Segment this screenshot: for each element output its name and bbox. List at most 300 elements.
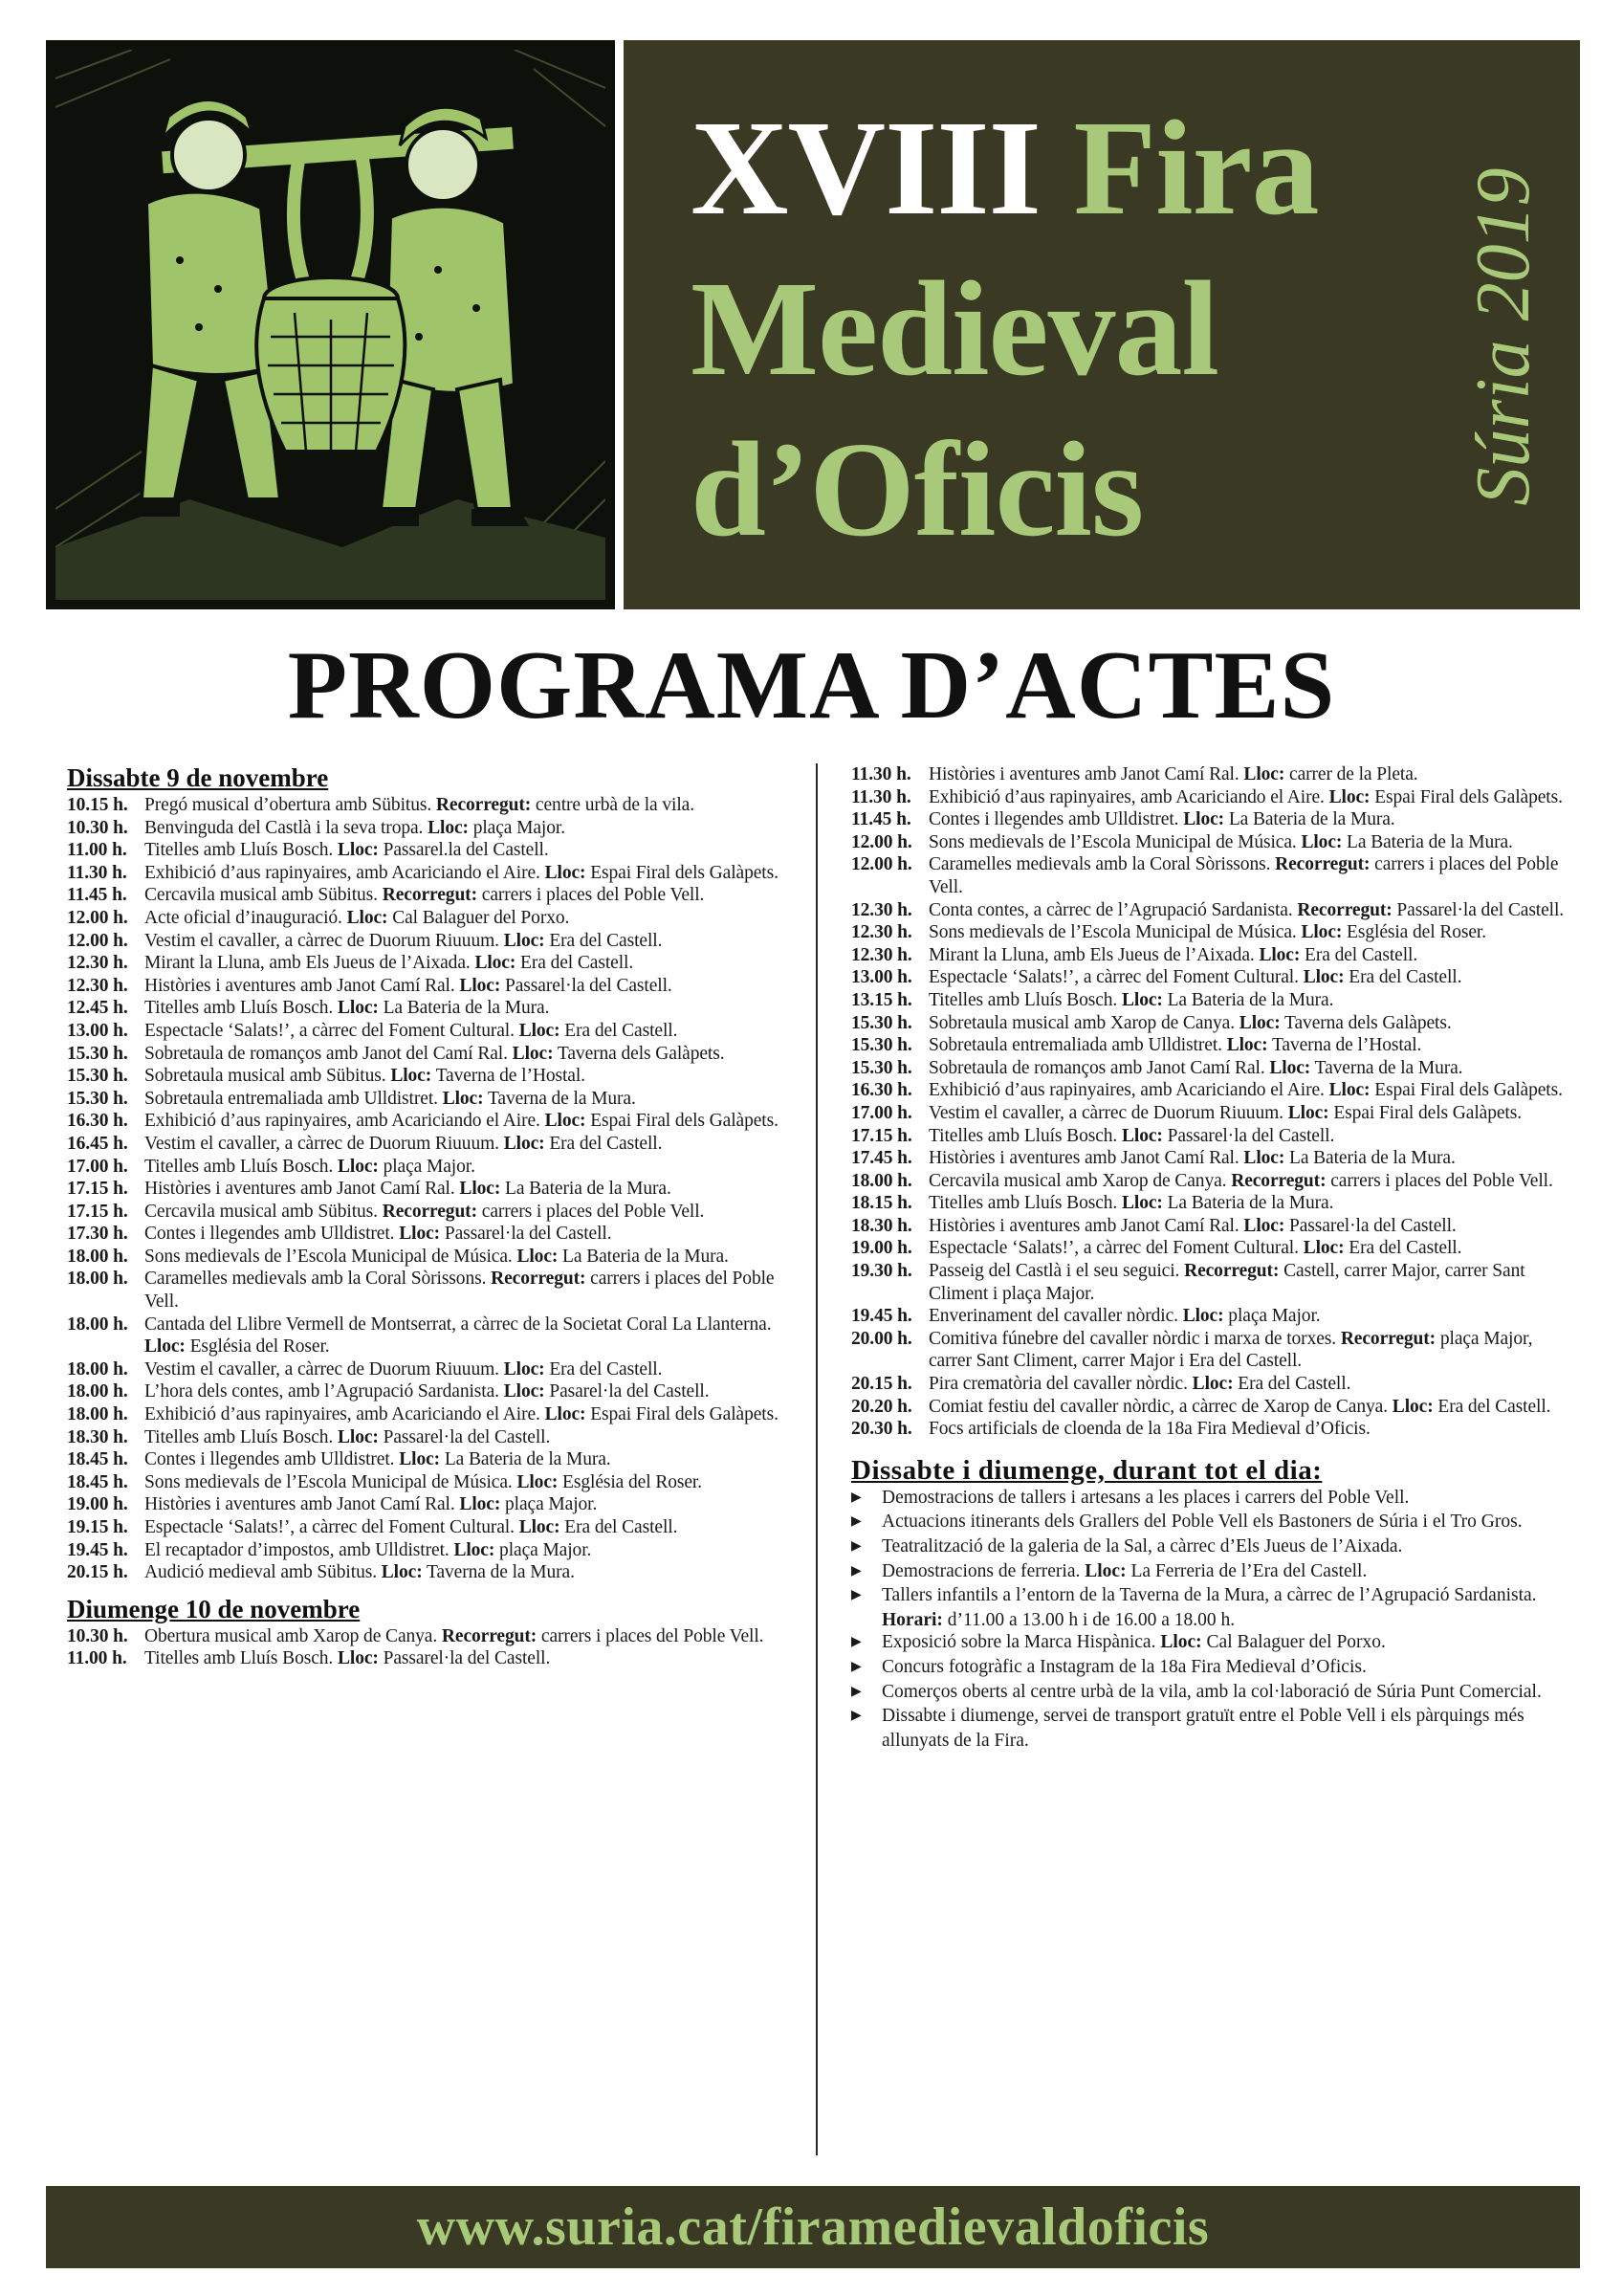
event-time: 19.00 h. [851, 1238, 912, 1259]
item-description: Comiat festiu del cavaller nòrdic, a càrrec de Xarop de Canya. [929, 1396, 1393, 1417]
event-item [67, 1358, 786, 1381]
location-label: Horari: [882, 1609, 943, 1630]
event-item [851, 944, 1570, 967]
item-description: Exhibició d’aus rapinyaires, amb Acariciando el Aire. [144, 1404, 545, 1425]
event-item [67, 997, 786, 1020]
location-value: Era del Castell. [1433, 1396, 1551, 1417]
event-time: 11.30 h. [67, 862, 127, 883]
title-line-3: d’Oficis [691, 413, 1144, 564]
event-time: 18.00 h. [67, 1246, 128, 1267]
event-time: 12.45 h. [67, 998, 128, 1019]
title-line-2: Medieval [691, 253, 1218, 404]
location-label: Lloc: [1287, 1102, 1329, 1123]
saturday-events [67, 794, 786, 1584]
item-description: Titelles amb Lluís Bosch. [929, 1125, 1122, 1146]
item-description: Espectacle ‘Salats!’, a càrrec del Foment Cultural. [929, 1238, 1304, 1259]
footer-bar [46, 2186, 1580, 2268]
item-description: Caramelles medievals amb la Coral Sòrissons. [929, 854, 1276, 875]
location-value: La Bateria de la Mura. [378, 998, 550, 1019]
place-year-text: Súria 2019 [1461, 167, 1546, 506]
event-time: 18.45 h. [67, 1471, 128, 1492]
item-description: Històries i aventures amb Janot Camí Ral. [144, 975, 460, 996]
location-value: Era del Castell. [544, 1133, 663, 1154]
location-label: Recorregut: [382, 885, 477, 906]
location-label: Lloc: [428, 817, 469, 838]
event-time: 19.00 h. [67, 1494, 128, 1515]
bullet-item [851, 1487, 1570, 1512]
location-value: La Bateria de la Mura. [1224, 809, 1395, 830]
event-time: 17.15 h. [67, 1201, 128, 1222]
location-label: Lloc: [544, 862, 586, 883]
allday-heading: Dissabte i diumenge, durant tot el dia: [851, 1454, 1323, 1486]
location-value: Taverna de l’Hostal. [431, 1066, 585, 1087]
location-label: Lloc: [1328, 1080, 1371, 1101]
item-description: Conta contes, a càrrec de l’Agrupació Sardanista. [929, 899, 1298, 920]
item-description: Vestim el cavaller, a càrrec de Duorum Riuuum. [144, 930, 504, 951]
event-item [67, 1516, 786, 1539]
event-item [67, 1448, 786, 1471]
woodcut-illustration [46, 40, 615, 609]
event-item [851, 831, 1570, 854]
event-time: 12.30 h. [851, 899, 912, 920]
location-label: Lloc: [503, 1133, 545, 1154]
location-value: Cal Balaguer del Porxo. [387, 907, 570, 928]
item-description: Audició medieval amb Sübitus. [144, 1562, 382, 1583]
location-value: Espai Firal dels Galàpets. [1328, 1102, 1523, 1123]
location-label: Recorregut: [435, 795, 532, 815]
location-value: Passarel·la del Castell. [1284, 1215, 1457, 1236]
location-value: Cal Balaguer del Porxo. [1201, 1632, 1386, 1653]
location-value: Passarel·la del Castell. [1392, 899, 1565, 920]
item-description: El recaptador d’impostos, amb Ulldistret. [144, 1539, 454, 1560]
location-label: Lloc: [337, 1648, 379, 1669]
item-description: Sobretaula entremaliada amb Ulldistret. [144, 1088, 443, 1109]
item-description: Exhibició d’aus rapinyaires, amb Acariciando el Aire. [144, 862, 545, 883]
item-description: Sobretaula entremaliada amb Ulldistret. [929, 1035, 1227, 1056]
location-value: plaça Major. [500, 1494, 598, 1515]
location-label: Lloc: [459, 1179, 501, 1200]
event-time: 18.00 h. [67, 1381, 128, 1402]
location-label: Lloc: [1085, 1560, 1127, 1581]
event-time: 12.30 h. [851, 922, 912, 943]
event-time: 13.00 h. [851, 967, 912, 988]
item-description: Enverinament del cavaller nòrdic. [929, 1306, 1183, 1327]
event-time: 18.00 h. [67, 1404, 128, 1425]
item-description: Titelles amb Lluís Bosch. [144, 998, 338, 1019]
event-time: 12.00 h. [67, 930, 128, 951]
location-label: Lloc: [1303, 1238, 1345, 1259]
location-value: Taverna dels Galàpets. [1280, 1012, 1452, 1033]
location-label: Lloc: [544, 1111, 586, 1132]
location-label: Lloc: [518, 1020, 560, 1041]
bullet-item [851, 1584, 1570, 1631]
bullet-item [851, 1681, 1570, 1706]
location-label: Lloc: [1239, 1012, 1281, 1033]
location-label: Lloc: [518, 1517, 560, 1537]
event-time: 16.45 h. [67, 1133, 128, 1154]
event-item [67, 1314, 786, 1358]
bullet-arrow-icon: ▶ [851, 1539, 862, 1554]
item-description: Acte oficial d’inauguració. [144, 907, 347, 928]
location-value: Era del Castell. [1344, 967, 1462, 988]
location-value: Era del Castell. [559, 1020, 678, 1041]
item-description: Passeig del Castlà i el seu seguici. [929, 1261, 1185, 1282]
location-label: Lloc: [1243, 1215, 1285, 1236]
item-description: Sobretaula de romanços amb Janot del Camí Ral. [144, 1043, 513, 1064]
bullet-item [851, 1511, 1570, 1535]
event-time: 12.00 h. [851, 831, 912, 852]
location-value: Passarel·la del Castell. [378, 1426, 551, 1447]
event-time: 10.15 h. [67, 795, 128, 815]
location-label: Recorregut: [1184, 1261, 1280, 1282]
location-label: Lloc: [1183, 809, 1225, 830]
event-item [851, 1418, 1570, 1441]
event-item [67, 1065, 786, 1088]
item-description: Titelles amb Lluís Bosch. [929, 989, 1122, 1010]
location-value: Passarel·la del Castell. [378, 1648, 551, 1669]
bullet-arrow-icon: ▶ [851, 1659, 862, 1674]
location-label: Lloc: [544, 1404, 586, 1425]
bullet-item [851, 1535, 1570, 1560]
location-label: Lloc: [1243, 764, 1285, 784]
bullet-arrow-icon: ▶ [851, 1635, 862, 1650]
event-time: 18.30 h. [67, 1426, 128, 1447]
location-label: Lloc: [144, 1336, 186, 1358]
event-item [851, 1102, 1570, 1125]
location-value: Taverna de l’Hostal. [1267, 1035, 1422, 1056]
location-label: Lloc: [337, 840, 379, 861]
event-item [851, 1237, 1570, 1260]
location-label: Lloc: [1226, 1035, 1268, 1056]
location-value: Era del Castell. [1300, 944, 1418, 965]
item-description: Contes i llegendes amb Ulldistret. [144, 1224, 400, 1245]
location-label: Recorregut: [1340, 1328, 1437, 1349]
event-time: 15.30 h. [851, 1012, 912, 1033]
event-time: 18.15 h. [851, 1193, 912, 1214]
location-label: Lloc: [1160, 1632, 1202, 1653]
event-item [67, 1268, 786, 1313]
item-description: Històries i aventures amb Janot Camí Ral. [144, 1179, 460, 1200]
location-label: Lloc: [459, 975, 501, 996]
title-edition: XVIII [691, 92, 1041, 243]
item-description: L’hora dels contes, amb l’Agrupació Sardanista. [144, 1381, 504, 1402]
location-value: La Bateria de la Mura. [500, 1179, 671, 1200]
item-description: Sobretaula musical amb Sübitus. [144, 1066, 391, 1087]
event-time: 18.00 h. [67, 1358, 128, 1380]
event-time: 11.30 h. [851, 786, 911, 807]
location-value: Era del Castell. [1344, 1238, 1462, 1259]
item-description: Obertura musical amb Xarop de Canya. [144, 1625, 442, 1646]
event-item [851, 966, 1570, 989]
event-time: 11.30 h. [851, 764, 911, 784]
location-value: La Bateria de la Mura. [440, 1449, 611, 1470]
bullet-arrow-icon: ▶ [851, 1684, 862, 1699]
location-value: Església del Roser. [558, 1471, 703, 1492]
event-item [67, 975, 786, 998]
sunday-events [67, 1625, 786, 1670]
event-time: 12.30 h. [67, 953, 128, 974]
location-label: Lloc: [503, 1381, 545, 1402]
location-value: d’11.00 a 13.00 h i de 16.00 a 18.00 h. [942, 1609, 1236, 1630]
location-label: Lloc: [337, 998, 379, 1019]
location-value: La Bateria de la Mura. [1162, 1193, 1334, 1214]
location-label: Lloc: [346, 907, 388, 928]
location-label: Lloc: [1301, 831, 1343, 852]
location-label: Lloc: [1121, 989, 1163, 1010]
location-value: carrers i places del Poble Vell. [476, 1201, 705, 1222]
location-value: Espai Firal dels Galàpets. [585, 862, 779, 883]
item-description: Històries i aventures amb Janot Camí Ral. [929, 764, 1244, 784]
event-time: 10.30 h. [67, 1625, 128, 1646]
event-item [851, 1034, 1570, 1057]
item-description: Vestim el cavaller, a càrrec de Duorum Riuuum. [144, 1133, 504, 1154]
event-time: 10.30 h. [67, 817, 128, 838]
event-time: 15.30 h. [851, 1035, 912, 1056]
bullet-item [851, 1656, 1570, 1681]
event-time: 13.15 h. [851, 989, 912, 1010]
event-time: 20.20 h. [851, 1396, 912, 1417]
item-description: Sons medievals de l’Escola Municipal de Música. [929, 831, 1302, 852]
event-item [67, 1246, 786, 1269]
bullet-item [851, 1631, 1570, 1656]
location-value: Passarel·la del Castell. [440, 1224, 612, 1245]
location-label: Lloc: [1182, 1306, 1224, 1327]
event-item [851, 1328, 1570, 1373]
event-time: 12.00 h. [851, 854, 912, 875]
event-item [67, 952, 786, 975]
item-description: Dissabte i diumenge, servei de transport gratuït entre el Poble Vell i els pàrquings més allunyats de la Fira. [882, 1706, 1524, 1751]
bullet-arrow-icon: ▶ [851, 1709, 862, 1724]
program-title: PROGRAMA D’ACTES [287, 631, 1336, 740]
event-time: 17.00 h. [851, 1102, 912, 1123]
event-item [67, 884, 786, 907]
bullet-arrow-icon: ▶ [851, 1490, 862, 1505]
location-value: Era del Castell. [559, 1517, 678, 1537]
item-description: Actuacions itinerants dels Grallers del Poble Vell els Bastoners de Súria i el Tro Gros. [882, 1512, 1523, 1533]
item-description: Comerços oberts al centre urbà de la vila, amb la col·laboració de Súria Punt Comercial. [882, 1681, 1542, 1702]
event-item [67, 1380, 786, 1403]
event-item [851, 899, 1570, 922]
location-label: Lloc: [1243, 1148, 1285, 1169]
item-description: Demostracions de tallers i artesans a les places i carrers del Poble Vell. [882, 1487, 1410, 1508]
event-time: 19.45 h. [851, 1306, 912, 1327]
location-value: La Bateria de la Mura. [1162, 989, 1334, 1010]
event-time: 12.30 h. [67, 975, 128, 996]
location-label: Recorregut: [1297, 899, 1393, 920]
location-label: Lloc: [399, 1449, 441, 1470]
event-item [851, 786, 1570, 809]
location-value: plaça Major, carrer Sant Climent, carrer Major i Era del Castell. [929, 1328, 1533, 1372]
event-time: 15.30 h. [67, 1088, 128, 1109]
event-item [67, 1043, 786, 1066]
website-link[interactable]: www.suria.cat/firamedievaldoficis [416, 2197, 1210, 2257]
event-item [851, 1215, 1570, 1238]
item-description: Contes i llegendes amb Ulldistret. [144, 1449, 400, 1470]
event-item [851, 1147, 1570, 1170]
event-item [67, 1201, 786, 1224]
location-value: Era del Castell. [1233, 1374, 1351, 1395]
location-label: Lloc: [1269, 1057, 1311, 1078]
item-description: Històries i aventures amb Janot Camí Ral. [144, 1494, 460, 1515]
event-item [67, 862, 786, 885]
location-label: Lloc: [516, 1246, 559, 1267]
item-description: Històries i aventures amb Janot Camí Ral. [929, 1215, 1244, 1236]
event-time: 19.45 h. [67, 1539, 128, 1560]
location-label: Lloc: [442, 1088, 484, 1109]
location-value: Espai Firal dels Galàpets. [1370, 786, 1563, 807]
location-label: Lloc: [1121, 1193, 1163, 1214]
location-value: Taverna de la Mura. [483, 1088, 636, 1109]
location-value: carrers i places del Poble Vell. [144, 1269, 775, 1313]
location-label: Lloc: [1192, 1374, 1234, 1395]
event-time: 20.15 h. [67, 1562, 128, 1583]
location-value: Espai Firal dels Galàpets. [585, 1404, 779, 1425]
location-value: Era del Castell. [544, 1358, 663, 1380]
item-description: Titelles amb Lluís Bosch. [144, 840, 338, 861]
event-item [67, 1156, 786, 1179]
item-description: Tallers infantils a l’entorn de la Taverna de la Mura, a càrrec de l’Agrupació Sardanista. [882, 1585, 1537, 1606]
location-value: Espai Firal dels Galàpets. [585, 1111, 779, 1132]
event-item [67, 839, 786, 862]
item-description: Cantada del Llibre Vermell de Montserrat, a càrrec de la Societat Coral La Llanterna. [144, 1314, 772, 1335]
location-value: Pasarel·la del Castell. [544, 1381, 710, 1402]
event-item [851, 1396, 1570, 1419]
event-time: 17.15 h. [851, 1125, 912, 1146]
location-value: plaça Major. [468, 817, 565, 838]
event-time: 11.00 h. [67, 840, 127, 861]
event-time: 17.00 h. [67, 1156, 128, 1177]
item-description: Mirant la Lluna, amb Els Jueus de l’Aixada. [144, 953, 475, 974]
item-description: Concurs fotogràfic a Instagram de la 18a Fira Medieval d’Oficis. [882, 1656, 1367, 1677]
event-item [851, 1125, 1570, 1148]
event-time: 18.30 h. [851, 1215, 912, 1236]
item-description: Sons medievals de l’Escola Municipal de Música. [144, 1471, 517, 1492]
item-description: Vestim el cavaller, a càrrec de Duorum Riuuum. [929, 1102, 1288, 1123]
item-description: Espectacle ‘Salats!’, a càrrec del Foment Cultural. [144, 1020, 519, 1041]
event-item [67, 817, 786, 840]
event-time: 17.15 h. [67, 1179, 128, 1200]
event-item [67, 930, 786, 953]
bullet-item [851, 1560, 1570, 1585]
event-item [67, 907, 786, 930]
event-item [851, 763, 1570, 786]
location-label: Lloc: [399, 1224, 441, 1245]
event-item [851, 1192, 1570, 1215]
event-time: 20.15 h. [851, 1374, 912, 1395]
location-label: Lloc: [1392, 1396, 1434, 1417]
event-time: 15.30 h. [851, 1057, 912, 1078]
location-label: Recorregut: [491, 1269, 586, 1290]
event-time: 18.00 h. [67, 1269, 128, 1290]
event-item [851, 1260, 1570, 1305]
event-time: 12.00 h. [67, 907, 128, 928]
item-description: Sobretaula musical amb Xarop de Canya. [929, 1012, 1239, 1033]
event-time: 18.45 h. [67, 1449, 128, 1470]
event-item [67, 1403, 786, 1426]
saturday-heading: Dissabte 9 de novembre [67, 763, 329, 792]
item-description: Benvinguda del Castlà i la seva tropa. [144, 817, 428, 838]
event-item [851, 1057, 1570, 1080]
location-value: Era del Castell. [515, 953, 634, 974]
event-time: 11.45 h. [67, 885, 127, 906]
event-item [67, 1110, 786, 1133]
location-value: carrers i places del Poble Vell. [476, 885, 705, 906]
location-label: Lloc: [1303, 967, 1345, 988]
sunday-heading: Diumenge 10 de novembre [67, 1594, 361, 1623]
location-label: Lloc: [453, 1539, 495, 1560]
event-item [67, 1020, 786, 1043]
location-value: La Ferreria de l’Era del Castell. [1126, 1560, 1368, 1581]
location-value: La Bateria de la Mura. [1284, 1148, 1456, 1169]
location-value: Era del Castell. [544, 930, 663, 951]
location-value: Espai Firal dels Galàpets. [1370, 1080, 1563, 1101]
location-value: centre urbà de la vila. [531, 795, 694, 815]
location-label: Recorregut: [382, 1201, 477, 1222]
event-time: 19.30 h. [851, 1261, 912, 1282]
location-value: carrers i places del Poble Vell. [1326, 1170, 1553, 1191]
location-value: plaça Major. [1223, 1306, 1321, 1327]
location-value: carrers i places del Poble Vell. [537, 1625, 764, 1646]
item-description: Espectacle ‘Salats!’, a càrrec del Foment Cultural. [929, 967, 1304, 988]
item-description: Cercavila musical amb Sübitus. [144, 1201, 383, 1222]
item-description: Exhibició d’aus rapinyaires, amb Acariciando el Aire. [929, 786, 1329, 807]
location-value: Passarel.la del Castell. [378, 840, 549, 861]
item-description: Exhibició d’aus rapinyaires, amb Acariciando el Aire. [929, 1080, 1329, 1101]
event-item [851, 1170, 1570, 1193]
bullet-arrow-icon: ▶ [851, 1563, 862, 1578]
item-description: Vestim el cavaller, a càrrec de Duorum Riuuum. [144, 1358, 504, 1380]
title-word-fira: Fira [1073, 92, 1319, 243]
event-item [851, 853, 1570, 898]
event-time: 13.00 h. [67, 1020, 128, 1041]
sunday-events-continued [851, 763, 1570, 1441]
location-label: Lloc: [503, 930, 545, 951]
location-value: Església del Roser. [185, 1336, 330, 1358]
location-label: Lloc: [390, 1066, 432, 1087]
location-value: Passarel·la del Castell. [1162, 1125, 1335, 1146]
column-divider [816, 763, 818, 2155]
item-description: Espectacle ‘Salats!’, a càrrec del Foment Cultural. [144, 1517, 519, 1537]
event-item [67, 1471, 786, 1494]
item-description: Titelles amb Lluís Bosch. [929, 1193, 1122, 1214]
event-time: 18.00 h. [67, 1314, 128, 1335]
event-item [67, 1426, 786, 1449]
item-description: Caramelles medievals amb la Coral Sòrissons. [144, 1269, 492, 1290]
event-item [67, 1088, 786, 1111]
event-item [851, 808, 1570, 831]
location-value: plaça Major. [378, 1156, 475, 1177]
event-item [851, 1373, 1570, 1396]
event-item [67, 794, 786, 817]
event-item [851, 989, 1570, 1012]
location-label: Lloc: [459, 1494, 501, 1515]
event-item [851, 1012, 1570, 1035]
location-label: Recorregut: [1275, 854, 1371, 875]
item-description: Pira crematòria del cavaller nòrdic. [929, 1374, 1193, 1395]
location-label: Lloc: [337, 1156, 379, 1177]
item-description: Pregó musical d’obertura amb Sübitus. [144, 795, 436, 815]
event-item [851, 1079, 1570, 1102]
item-description: Teatralització de la galeria de la Sal, a càrrec d’Els Jueus de l’Aixada. [882, 1536, 1403, 1556]
location-label: Lloc: [474, 953, 516, 974]
event-item [67, 1223, 786, 1246]
event-time: 15.30 h. [67, 1043, 128, 1064]
event-item [67, 1625, 786, 1648]
location-value: Església del Roser. [1342, 922, 1487, 943]
bullet-arrow-icon: ▶ [851, 1588, 862, 1603]
location-label: Lloc: [1328, 786, 1371, 807]
event-item [67, 1539, 786, 1562]
